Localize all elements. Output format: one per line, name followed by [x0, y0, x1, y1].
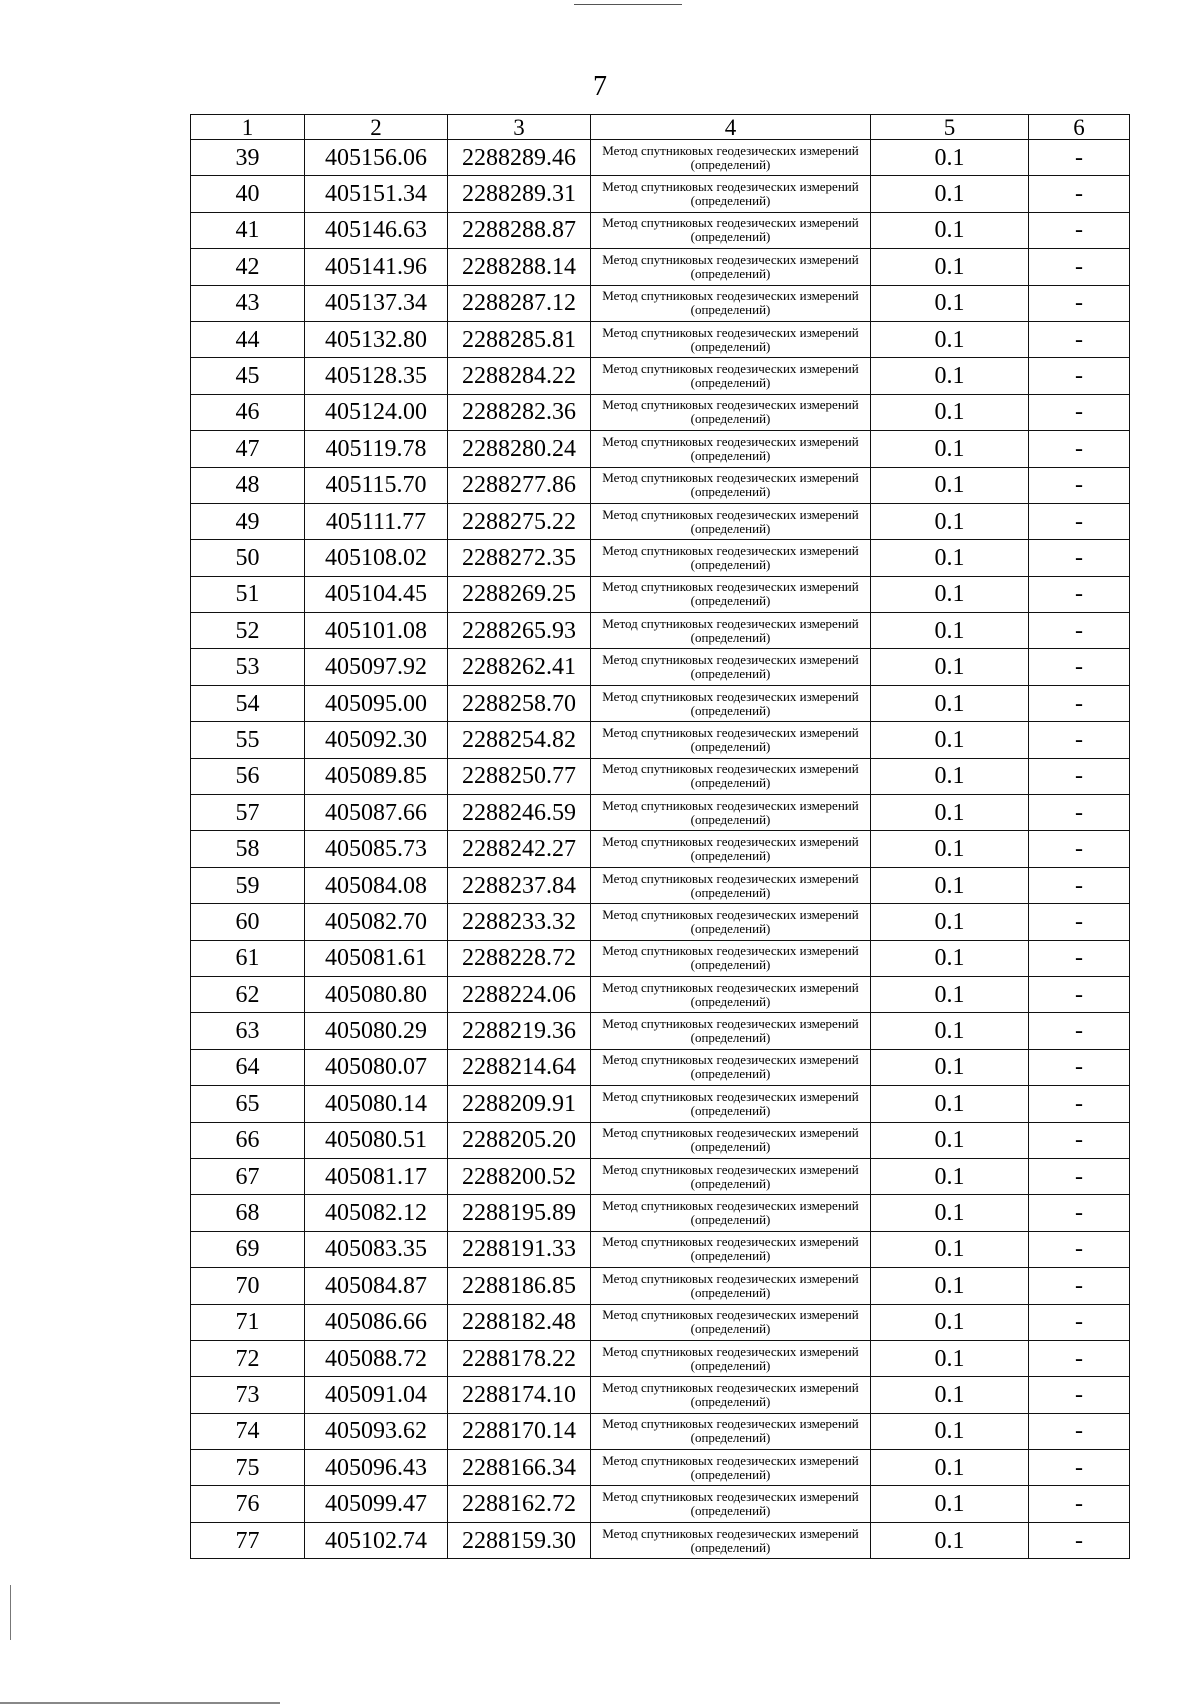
method-cell: Метод спутниковых геодезических измерений (определений): [591, 1450, 871, 1486]
method-cell: Метод спутниковых геодезических измерений (определений): [591, 321, 871, 357]
accuracy-cell: 0.1: [871, 140, 1029, 176]
x-coordinate-cell: 405108.02: [305, 540, 448, 576]
accuracy-cell: 0.1: [871, 540, 1029, 576]
x-coordinate-cell: 405096.43: [305, 1450, 448, 1486]
table-row: [191, 1122, 1130, 1158]
y-coordinate-cell: 2288262.41: [448, 649, 591, 685]
point-number-cell: 68: [191, 1195, 305, 1231]
note-cell: -: [1029, 1013, 1130, 1049]
point-number-cell: 43: [191, 285, 305, 321]
y-coordinate-cell: 2288233.32: [448, 904, 591, 940]
x-coordinate-cell: 405119.78: [305, 431, 448, 467]
y-coordinate-cell: 2288174.10: [448, 1377, 591, 1413]
x-coordinate-cell: 405099.47: [305, 1486, 448, 1522]
accuracy-cell: 0.1: [871, 685, 1029, 721]
point-number-cell: 62: [191, 976, 305, 1012]
method-cell: Метод спутниковых геодезических измерений (определений): [591, 649, 871, 685]
point-number-cell: 66: [191, 1122, 305, 1158]
y-coordinate-cell: 2288228.72: [448, 940, 591, 976]
point-number-cell: 46: [191, 394, 305, 430]
x-coordinate-cell: 405087.66: [305, 795, 448, 831]
method-cell: Метод спутниковых геодезических измерений (определений): [591, 212, 871, 248]
note-cell: -: [1029, 394, 1130, 430]
accuracy-cell: 0.1: [871, 1304, 1029, 1340]
point-number-cell: 47: [191, 431, 305, 467]
x-coordinate-cell: 405092.30: [305, 722, 448, 758]
method-cell: Метод спутниковых геодезических измерений (определений): [591, 358, 871, 394]
table-row: [191, 1413, 1130, 1449]
table-body: [191, 140, 1130, 1559]
note-cell: -: [1029, 831, 1130, 867]
table-row: [191, 1450, 1130, 1486]
x-coordinate-cell: 405132.80: [305, 321, 448, 357]
x-coordinate-cell: 405085.73: [305, 831, 448, 867]
x-coordinate-cell: 405088.72: [305, 1340, 448, 1376]
accuracy-cell: 0.1: [871, 1522, 1029, 1558]
point-number-cell: 67: [191, 1158, 305, 1194]
point-number-cell: 52: [191, 613, 305, 649]
table-row: [191, 1486, 1130, 1522]
point-number-cell: 76: [191, 1486, 305, 1522]
coordinates-table: [190, 114, 1130, 1559]
note-cell: -: [1029, 431, 1130, 467]
accuracy-cell: 0.1: [871, 1049, 1029, 1085]
point-number-cell: 54: [191, 685, 305, 721]
table-row: [191, 176, 1130, 212]
method-cell: Метод спутниковых геодезических измерений (определений): [591, 576, 871, 612]
table-row: [191, 394, 1130, 430]
accuracy-cell: 0.1: [871, 1340, 1029, 1376]
x-coordinate-cell: 405080.51: [305, 1122, 448, 1158]
accuracy-cell: 0.1: [871, 1122, 1029, 1158]
note-cell: -: [1029, 176, 1130, 212]
table-row: [191, 685, 1130, 721]
note-cell: -: [1029, 976, 1130, 1012]
method-cell: Метод спутниковых геодезических измерений (определений): [591, 1231, 871, 1267]
table-row: [191, 722, 1130, 758]
method-cell: Метод спутниковых геодезических измерений (определений): [591, 1304, 871, 1340]
table-row: [191, 467, 1130, 503]
method-cell: Метод спутниковых геодезических измерений (определений): [591, 140, 871, 176]
note-cell: -: [1029, 540, 1130, 576]
accuracy-cell: 0.1: [871, 904, 1029, 940]
accuracy-cell: 0.1: [871, 1086, 1029, 1122]
note-cell: -: [1029, 685, 1130, 721]
method-cell: Метод спутниковых геодезических измерений (определений): [591, 1122, 871, 1158]
method-cell: Метод спутниковых геодезических измерений (определений): [591, 758, 871, 794]
point-number-cell: 64: [191, 1049, 305, 1085]
note-cell: -: [1029, 722, 1130, 758]
accuracy-cell: 0.1: [871, 649, 1029, 685]
point-number-cell: 49: [191, 503, 305, 539]
accuracy-cell: 0.1: [871, 976, 1029, 1012]
table-row: [191, 321, 1130, 357]
y-coordinate-cell: 2288186.85: [448, 1268, 591, 1304]
table-row: [191, 831, 1130, 867]
x-coordinate-cell: 405080.07: [305, 1049, 448, 1085]
table-row: [191, 976, 1130, 1012]
table-row: [191, 1158, 1130, 1194]
y-coordinate-cell: 2288275.22: [448, 503, 591, 539]
header-col-4: 4: [591, 115, 871, 140]
scan-mark-left: [10, 1585, 11, 1640]
x-coordinate-cell: 405097.92: [305, 649, 448, 685]
note-cell: -: [1029, 1086, 1130, 1122]
y-coordinate-cell: 2288277.86: [448, 467, 591, 503]
point-number-cell: 59: [191, 867, 305, 903]
table-row: [191, 904, 1130, 940]
note-cell: -: [1029, 613, 1130, 649]
accuracy-cell: 0.1: [871, 1377, 1029, 1413]
accuracy-cell: 0.1: [871, 1413, 1029, 1449]
table-row: [191, 1195, 1130, 1231]
method-cell: Метод спутниковых геодезических измерений (определений): [591, 1049, 871, 1085]
x-coordinate-cell: 405102.74: [305, 1522, 448, 1558]
method-cell: Метод спутниковых геодезических измерений (определений): [591, 1268, 871, 1304]
point-number-cell: 56: [191, 758, 305, 794]
note-cell: -: [1029, 140, 1130, 176]
method-cell: Метод спутниковых геодезических измерений (определений): [591, 1413, 871, 1449]
x-coordinate-cell: 405115.70: [305, 467, 448, 503]
x-coordinate-cell: 405128.35: [305, 358, 448, 394]
y-coordinate-cell: 2288265.93: [448, 613, 591, 649]
x-coordinate-cell: 405104.45: [305, 576, 448, 612]
y-coordinate-cell: 2288214.64: [448, 1049, 591, 1085]
method-cell: Метод спутниковых геодезических измерений (определений): [591, 1013, 871, 1049]
header-col-1: 1: [191, 115, 305, 140]
accuracy-cell: 0.1: [871, 431, 1029, 467]
y-coordinate-cell: 2288285.81: [448, 321, 591, 357]
point-number-cell: 74: [191, 1413, 305, 1449]
y-coordinate-cell: 2288178.22: [448, 1340, 591, 1376]
note-cell: -: [1029, 1377, 1130, 1413]
x-coordinate-cell: 405137.34: [305, 285, 448, 321]
note-cell: -: [1029, 1158, 1130, 1194]
point-number-cell: 41: [191, 212, 305, 248]
point-number-cell: 48: [191, 467, 305, 503]
x-coordinate-cell: 405081.17: [305, 1158, 448, 1194]
table-row: [191, 540, 1130, 576]
accuracy-cell: 0.1: [871, 576, 1029, 612]
note-cell: -: [1029, 1049, 1130, 1085]
method-cell: Метод спутниковых геодезических измерений (определений): [591, 613, 871, 649]
table-row: [191, 249, 1130, 285]
accuracy-cell: 0.1: [871, 176, 1029, 212]
note-cell: -: [1029, 1486, 1130, 1522]
table-row: [191, 1377, 1130, 1413]
table-row: [191, 940, 1130, 976]
note-cell: -: [1029, 795, 1130, 831]
x-coordinate-cell: 405095.00: [305, 685, 448, 721]
x-coordinate-cell: 405082.12: [305, 1195, 448, 1231]
accuracy-cell: 0.1: [871, 940, 1029, 976]
accuracy-cell: 0.1: [871, 321, 1029, 357]
note-cell: -: [1029, 358, 1130, 394]
y-coordinate-cell: 2288287.12: [448, 285, 591, 321]
method-cell: Метод спутниковых геодезических измерений (определений): [591, 467, 871, 503]
table-row: [191, 867, 1130, 903]
method-cell: Метод спутниковых геодезических измерений (определений): [591, 249, 871, 285]
y-coordinate-cell: 2288272.35: [448, 540, 591, 576]
top-rule: [574, 4, 682, 5]
method-cell: Метод спутниковых геодезических измерений (определений): [591, 1522, 871, 1558]
point-number-cell: 42: [191, 249, 305, 285]
table-row: [191, 358, 1130, 394]
note-cell: -: [1029, 249, 1130, 285]
method-cell: Метод спутниковых геодезических измерений (определений): [591, 1086, 871, 1122]
table-row: [191, 649, 1130, 685]
accuracy-cell: 0.1: [871, 722, 1029, 758]
point-number-cell: 45: [191, 358, 305, 394]
method-cell: Метод спутниковых геодезических измерений (определений): [591, 176, 871, 212]
x-coordinate-cell: 405080.80: [305, 976, 448, 1012]
x-coordinate-cell: 405086.66: [305, 1304, 448, 1340]
point-number-cell: 77: [191, 1522, 305, 1558]
y-coordinate-cell: 2288162.72: [448, 1486, 591, 1522]
y-coordinate-cell: 2288166.34: [448, 1450, 591, 1486]
point-number-cell: 61: [191, 940, 305, 976]
note-cell: -: [1029, 1340, 1130, 1376]
accuracy-cell: 0.1: [871, 867, 1029, 903]
method-cell: Метод спутниковых геодезических измерений (определений): [591, 1195, 871, 1231]
method-cell: Метод спутниковых геодезических измерений (определений): [591, 540, 871, 576]
note-cell: -: [1029, 649, 1130, 685]
note-cell: -: [1029, 1231, 1130, 1267]
accuracy-cell: 0.1: [871, 1231, 1029, 1267]
point-number-cell: 65: [191, 1086, 305, 1122]
note-cell: -: [1029, 1413, 1130, 1449]
y-coordinate-cell: 2288209.91: [448, 1086, 591, 1122]
method-cell: Метод спутниковых геодезических измерений (определений): [591, 285, 871, 321]
y-coordinate-cell: 2288237.84: [448, 867, 591, 903]
point-number-cell: 71: [191, 1304, 305, 1340]
x-coordinate-cell: 405082.70: [305, 904, 448, 940]
table-row: [191, 285, 1130, 321]
point-number-cell: 39: [191, 140, 305, 176]
y-coordinate-cell: 2288289.31: [448, 176, 591, 212]
note-cell: -: [1029, 1268, 1130, 1304]
table-row: [191, 1304, 1130, 1340]
note-cell: -: [1029, 212, 1130, 248]
y-coordinate-cell: 2288200.52: [448, 1158, 591, 1194]
method-cell: Метод спутниковых геодезических измерений (определений): [591, 431, 871, 467]
method-cell: Метод спутниковых геодезических измерений (определений): [591, 685, 871, 721]
point-number-cell: 57: [191, 795, 305, 831]
point-number-cell: 55: [191, 722, 305, 758]
y-coordinate-cell: 2288219.36: [448, 1013, 591, 1049]
note-cell: -: [1029, 1450, 1130, 1486]
point-number-cell: 44: [191, 321, 305, 357]
method-cell: Метод спутниковых геодезических измерений (определений): [591, 1377, 871, 1413]
point-number-cell: 51: [191, 576, 305, 612]
method-cell: Метод спутниковых геодезических измерений (определений): [591, 904, 871, 940]
y-coordinate-cell: 2288224.06: [448, 976, 591, 1012]
method-cell: Метод спутниковых геодезических измерений (определений): [591, 940, 871, 976]
y-coordinate-cell: 2288254.82: [448, 722, 591, 758]
method-cell: Метод спутниковых геодезических измерений (определений): [591, 1158, 871, 1194]
x-coordinate-cell: 405146.63: [305, 212, 448, 248]
accuracy-cell: 0.1: [871, 1450, 1029, 1486]
accuracy-cell: 0.1: [871, 212, 1029, 248]
y-coordinate-cell: 2288195.89: [448, 1195, 591, 1231]
method-cell: Метод спутниковых геодезических измерений (определений): [591, 976, 871, 1012]
x-coordinate-cell: 405081.61: [305, 940, 448, 976]
accuracy-cell: 0.1: [871, 1195, 1029, 1231]
table-row: [191, 140, 1130, 176]
x-coordinate-cell: 405093.62: [305, 1413, 448, 1449]
x-coordinate-cell: 405089.85: [305, 758, 448, 794]
point-number-cell: 40: [191, 176, 305, 212]
accuracy-cell: 0.1: [871, 1486, 1029, 1522]
x-coordinate-cell: 405084.08: [305, 867, 448, 903]
y-coordinate-cell: 2288280.24: [448, 431, 591, 467]
table-row: [191, 1013, 1130, 1049]
note-cell: -: [1029, 758, 1130, 794]
y-coordinate-cell: 2288289.46: [448, 140, 591, 176]
x-coordinate-cell: 405101.08: [305, 613, 448, 649]
accuracy-cell: 0.1: [871, 249, 1029, 285]
note-cell: -: [1029, 940, 1130, 976]
point-number-cell: 50: [191, 540, 305, 576]
header-col-5: 5: [871, 115, 1029, 140]
y-coordinate-cell: 2288288.87: [448, 212, 591, 248]
y-coordinate-cell: 2288284.22: [448, 358, 591, 394]
x-coordinate-cell: 405080.14: [305, 1086, 448, 1122]
note-cell: -: [1029, 1304, 1130, 1340]
table-row: [191, 576, 1130, 612]
table-row: [191, 1231, 1130, 1267]
y-coordinate-cell: 2288250.77: [448, 758, 591, 794]
accuracy-cell: 0.1: [871, 758, 1029, 794]
method-cell: Метод спутниковых геодезических измерений (определений): [591, 1340, 871, 1376]
y-coordinate-cell: 2288205.20: [448, 1122, 591, 1158]
table-row: [191, 212, 1130, 248]
header-col-6: 6: [1029, 115, 1130, 140]
method-cell: Метод спутниковых геодезических измерений (определений): [591, 1486, 871, 1522]
accuracy-cell: 0.1: [871, 503, 1029, 539]
x-coordinate-cell: 405091.04: [305, 1377, 448, 1413]
note-cell: -: [1029, 467, 1130, 503]
header-col-3: 3: [448, 115, 591, 140]
accuracy-cell: 0.1: [871, 613, 1029, 649]
table-row: [191, 1340, 1130, 1376]
table-header-row: [191, 115, 1130, 140]
accuracy-cell: 0.1: [871, 285, 1029, 321]
note-cell: -: [1029, 867, 1130, 903]
y-coordinate-cell: 2288159.30: [448, 1522, 591, 1558]
x-coordinate-cell: 405084.87: [305, 1268, 448, 1304]
table-row: [191, 1086, 1130, 1122]
note-cell: -: [1029, 321, 1130, 357]
method-cell: Метод спутниковых геодезических измерений (определений): [591, 503, 871, 539]
table-row: [191, 1268, 1130, 1304]
accuracy-cell: 0.1: [871, 1013, 1029, 1049]
table-row: [191, 758, 1130, 794]
table-row: [191, 431, 1130, 467]
accuracy-cell: 0.1: [871, 394, 1029, 430]
note-cell: -: [1029, 503, 1130, 539]
table-row: [191, 1049, 1130, 1085]
point-number-cell: 53: [191, 649, 305, 685]
note-cell: -: [1029, 1122, 1130, 1158]
accuracy-cell: 0.1: [871, 358, 1029, 394]
point-number-cell: 75: [191, 1450, 305, 1486]
point-number-cell: 63: [191, 1013, 305, 1049]
note-cell: -: [1029, 904, 1130, 940]
point-number-cell: 72: [191, 1340, 305, 1376]
x-coordinate-cell: 405141.96: [305, 249, 448, 285]
point-number-cell: 60: [191, 904, 305, 940]
y-coordinate-cell: 2288246.59: [448, 795, 591, 831]
y-coordinate-cell: 2288282.36: [448, 394, 591, 430]
y-coordinate-cell: 2288242.27: [448, 831, 591, 867]
point-number-cell: 69: [191, 1231, 305, 1267]
table-row: [191, 795, 1130, 831]
y-coordinate-cell: 2288258.70: [448, 685, 591, 721]
note-cell: -: [1029, 1522, 1130, 1558]
x-coordinate-cell: 405156.06: [305, 140, 448, 176]
point-number-cell: 58: [191, 831, 305, 867]
accuracy-cell: 0.1: [871, 831, 1029, 867]
x-coordinate-cell: 405083.35: [305, 1231, 448, 1267]
method-cell: Метод спутниковых геодезических измерений (определений): [591, 831, 871, 867]
y-coordinate-cell: 2288182.48: [448, 1304, 591, 1340]
x-coordinate-cell: 405080.29: [305, 1013, 448, 1049]
table-row: [191, 613, 1130, 649]
note-cell: -: [1029, 576, 1130, 612]
x-coordinate-cell: 405111.77: [305, 503, 448, 539]
scan-mark-bottom: [0, 1702, 280, 1704]
y-coordinate-cell: 2288288.14: [448, 249, 591, 285]
y-coordinate-cell: 2288170.14: [448, 1413, 591, 1449]
method-cell: Метод спутниковых геодезических измерений (определений): [591, 867, 871, 903]
point-number-cell: 70: [191, 1268, 305, 1304]
y-coordinate-cell: 2288191.33: [448, 1231, 591, 1267]
x-coordinate-cell: 405151.34: [305, 176, 448, 212]
x-coordinate-cell: 405124.00: [305, 394, 448, 430]
table-row: [191, 503, 1130, 539]
method-cell: Метод спутниковых геодезических измерений (определений): [591, 722, 871, 758]
note-cell: -: [1029, 285, 1130, 321]
point-number-cell: 73: [191, 1377, 305, 1413]
table-row: [191, 1522, 1130, 1558]
accuracy-cell: 0.1: [871, 467, 1029, 503]
y-coordinate-cell: 2288269.25: [448, 576, 591, 612]
accuracy-cell: 0.1: [871, 795, 1029, 831]
page-number: 7: [593, 71, 607, 102]
header-col-2: 2: [305, 115, 448, 140]
accuracy-cell: 0.1: [871, 1158, 1029, 1194]
method-cell: Метод спутниковых геодезических измерений (определений): [591, 795, 871, 831]
note-cell: -: [1029, 1195, 1130, 1231]
accuracy-cell: 0.1: [871, 1268, 1029, 1304]
method-cell: Метод спутниковых геодезических измерений (определений): [591, 394, 871, 430]
